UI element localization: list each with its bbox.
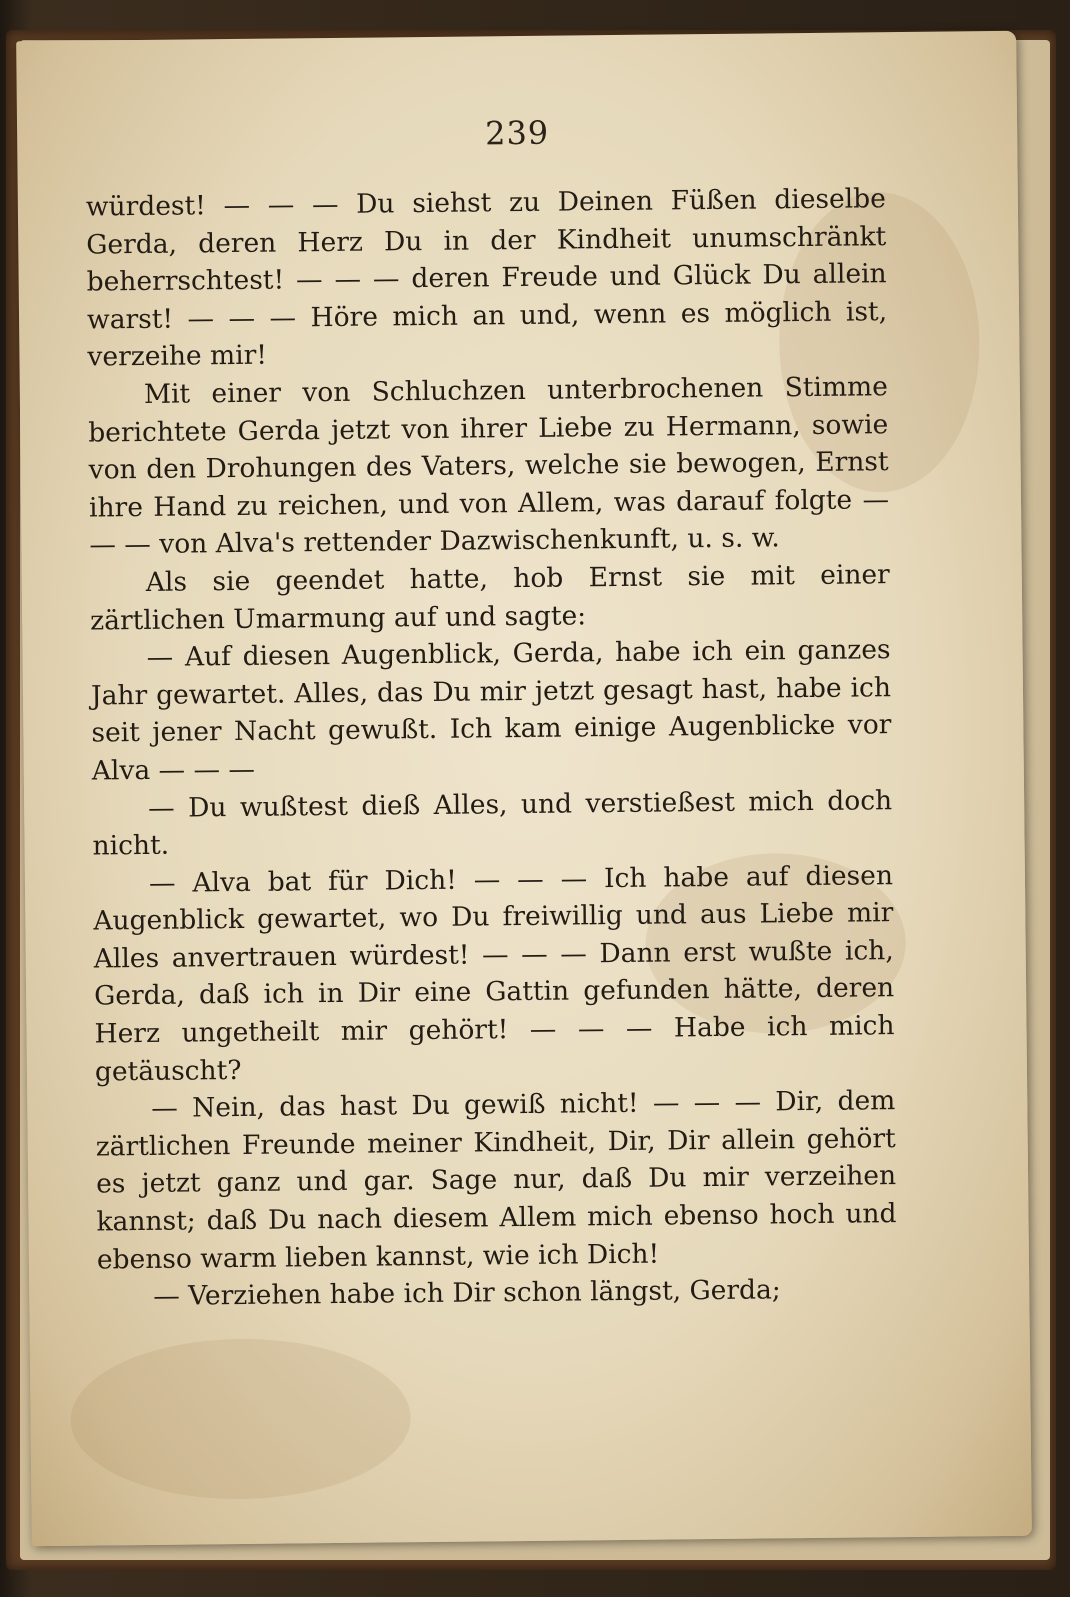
body-text	[86, 180, 898, 1316]
paragraph: — Verziehen habe ich Dir schon längst, Gerda;	[153, 1274, 781, 1313]
paper-stain	[70, 1337, 412, 1501]
book-page	[16, 31, 1032, 1546]
paragraph: würdest! — — — Du siehst zu Deinen Füßen dieselbe Gerda, deren Herz Du in der Kindheit unumschränkt beherrschtest! — — — deren Freude und Glück Du allein warst! — — — Höre mich an und, wenn es möglich ist, verzeihe mir!	[85, 183, 888, 373]
paragraph: Mit einer von Schluchzen unterbrochenen Stimme berichtete Gerda jetzt von ihrer Liebe zu Hermann, sowie von den Drohungen des Vaters, welche sie bewogen, Ernst ihre Hand zu reichen, und von Allem, was darauf folgte — — — von Alva's rettender Dazwischenkunft, u. s. w.	[88, 371, 890, 561]
paragraph: Als sie geendet hatte, hob Ernst sie mit einer zärtlichen Umarmung auf und sagte:	[90, 559, 890, 637]
paragraph: — Alva bat für Dich! — — — Ich habe auf diesen Augenblick gewartet, wo Du freiwillig und aus Liebe mir Alles anvertrauen würdest! — — — Dann erst wußte ich, Gerda, daß ich in Dir eine Gattin gefunden hätte, deren Herz ungetheilt mir gehört! — — — Habe ich mich getäuscht?	[93, 859, 895, 1088]
paragraph: — Nein, das hast Du gewiß nicht! — — — Dir, dem zärtlichen Freunde meiner Kindheit, Dir, Dir allein gehört es jetzt ganz und gar. Sage nur, daß Du mir verzeihen kannst; daß Du nach diesem Allem mich ebenso hoch und ebenso warm lieben kannst, wie ich Dich!	[95, 1085, 897, 1276]
paragraph: — Du wußtest dieß Alles, und verstießest mich doch nicht.	[92, 784, 893, 862]
page-number: 239	[484, 113, 550, 153]
paragraph: — Auf diesen Augenblick, Gerda, habe ich ein ganzes Jahr gewartet. Alles, das Du mir jetzt gesagt hast, habe ich seit jener Nacht gewußt. Ich kam einige Augenblicke vor Alva — — —	[90, 634, 892, 787]
